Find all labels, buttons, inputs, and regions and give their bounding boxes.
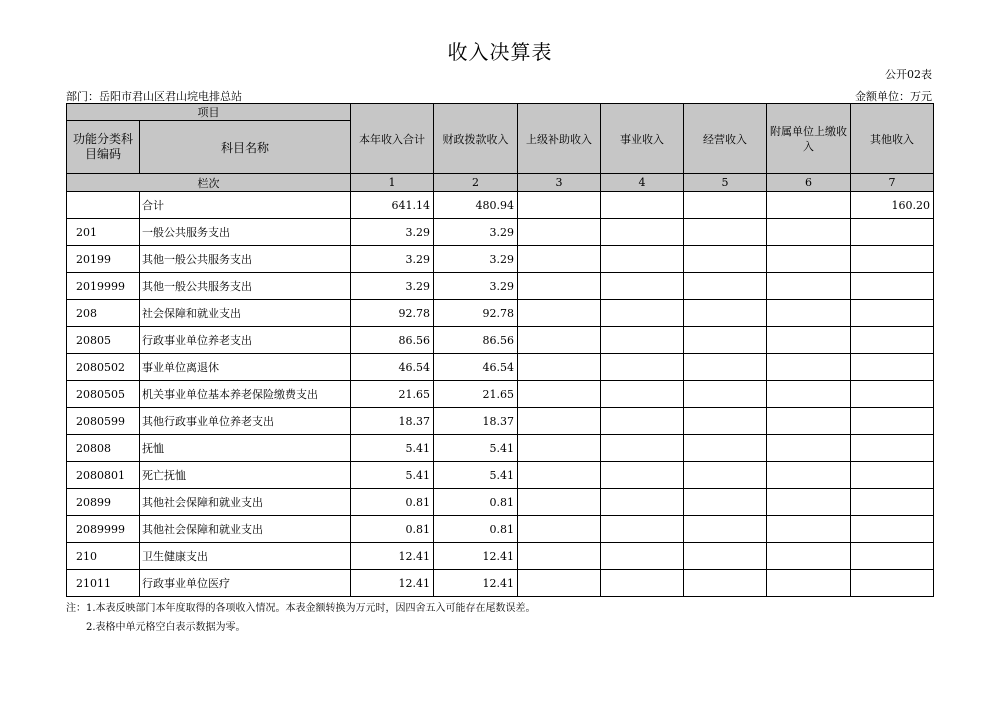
cell-subject-name: 一般公共服务支出 [140,219,351,246]
cell-subject-name: 其他一般公共服务支出 [140,246,351,273]
cell-subject-name: 其他社会保障和就业支出 [140,516,351,543]
cell-subject-name: 社会保障和就业支出 [140,300,351,327]
cell-code [67,192,140,219]
page-title: 收入决算表 [447,40,553,64]
cell-operating [684,381,767,408]
header-col-superior: 上级补助收入 [518,104,601,174]
header-col-operating: 经营收入 [684,104,767,174]
cell-subject-name: 死亡抚恤 [140,462,351,489]
cell-superior [518,516,601,543]
cell-business [601,462,684,489]
cell-fiscal: 92.78 [434,300,518,327]
cell-fiscal: 5.41 [434,435,518,462]
cell-fiscal: 3.29 [434,246,518,273]
cell-operating [684,219,767,246]
table-row [67,543,934,570]
cell-business [601,381,684,408]
cell-other: 160.20 [851,192,934,219]
cell-operating [684,435,767,462]
cell-total: 12.41 [351,570,434,597]
cell-fiscal: 12.41 [434,570,518,597]
cell-subject-name: 抚恤 [140,435,351,462]
header-seq-label: 栏次 [67,174,351,192]
cell-affiliated [767,570,851,597]
cell-business [601,489,684,516]
table-row [67,273,934,300]
header-col-business: 事业收入 [601,104,684,174]
cell-other [851,246,934,273]
cell-affiliated [767,489,851,516]
table-row [67,381,934,408]
cell-code: 20899 [67,489,140,516]
cell-business [601,570,684,597]
cell-operating [684,570,767,597]
notes [66,599,536,637]
cell-fiscal: 0.81 [434,489,518,516]
cell-superior [518,435,601,462]
cell-fiscal: 21.65 [434,381,518,408]
income-table [66,103,934,597]
cell-fiscal: 3.29 [434,273,518,300]
cell-business [601,273,684,300]
note-1: 注：1.本表反映部门本年度取得的各项收入情况。本表金额转换为万元时，因四舍五入可能存在尾数误差。 [66,603,536,614]
cell-other [851,219,934,246]
table-row [67,435,934,462]
cell-other [851,516,934,543]
cell-operating [684,462,767,489]
cell-fiscal: 18.37 [434,408,518,435]
table-row [67,462,934,489]
cell-code: 20808 [67,435,140,462]
cell-operating [684,543,767,570]
seq-3: 3 [518,174,601,192]
table-row [67,570,934,597]
cell-operating [684,489,767,516]
cell-fiscal: 5.41 [434,462,518,489]
cell-superior [518,327,601,354]
cell-business [601,516,684,543]
cell-superior [518,570,601,597]
cell-business [601,192,684,219]
cell-affiliated [767,300,851,327]
cell-other [851,462,934,489]
cell-other [851,354,934,381]
cell-subject-name: 卫生健康支出 [140,543,351,570]
cell-affiliated [767,246,851,273]
cell-subject-name: 行政事业单位医疗 [140,570,351,597]
cell-other [851,408,934,435]
cell-code: 21011 [67,570,140,597]
cell-fiscal: 0.81 [434,516,518,543]
cell-subject-name: 行政事业单位养老支出 [140,327,351,354]
cell-affiliated [767,516,851,543]
cell-total: 3.29 [351,246,434,273]
cell-superior [518,354,601,381]
cell-operating [684,327,767,354]
cell-business [601,246,684,273]
table-row [67,219,934,246]
cell-total: 12.41 [351,543,434,570]
cell-other [851,327,934,354]
table-row [67,354,934,381]
header-func-code: 功能分类科目编码 [67,121,140,174]
cell-superior [518,462,601,489]
cell-code: 2019999 [67,273,140,300]
table-body [67,192,934,597]
cell-affiliated [767,273,851,300]
note-2: 2.表格中单元格空白表示数据为零。 [86,622,246,633]
cell-operating [684,273,767,300]
cell-business [601,327,684,354]
cell-total: 641.14 [351,192,434,219]
cell-superior [518,489,601,516]
cell-operating [684,516,767,543]
cell-total: 5.41 [351,462,434,489]
cell-superior [518,300,601,327]
cell-affiliated [767,543,851,570]
header-col-affiliated: 附属单位上缴收入 [767,104,851,174]
cell-subject-name: 其他一般公共服务支出 [140,273,351,300]
form-number: 公开02表 [885,68,932,81]
cell-subject-name: 合计 [140,192,351,219]
table-row [67,516,934,543]
cell-operating [684,192,767,219]
cell-code: 2080801 [67,462,140,489]
seq-7: 7 [851,174,934,192]
header-col-total: 本年收入合计 [351,104,434,174]
seq-4: 4 [601,174,684,192]
cell-total: 92.78 [351,300,434,327]
table-row [67,246,934,273]
header-item: 项目 [67,104,351,121]
table-row [67,327,934,354]
cell-total: 21.65 [351,381,434,408]
cell-business [601,408,684,435]
cell-other [851,570,934,597]
seq-2: 2 [434,174,518,192]
table-row [67,489,934,516]
cell-fiscal: 12.41 [434,543,518,570]
cell-affiliated [767,354,851,381]
cell-code: 2080505 [67,381,140,408]
cell-other [851,489,934,516]
cell-superior [518,543,601,570]
cell-total: 0.81 [351,489,434,516]
cell-code: 2080502 [67,354,140,381]
cell-operating [684,408,767,435]
cell-subject-name: 其他行政事业单位养老支出 [140,408,351,435]
table-row [67,192,934,219]
cell-fiscal: 480.94 [434,192,518,219]
cell-affiliated [767,192,851,219]
cell-superior [518,246,601,273]
cell-business [601,219,684,246]
cell-superior [518,273,601,300]
cell-affiliated [767,381,851,408]
cell-other [851,435,934,462]
amount-unit-label: 金额单位：万元 [855,90,932,103]
header-col-other: 其他收入 [851,104,934,174]
cell-affiliated [767,408,851,435]
cell-code: 20805 [67,327,140,354]
cell-total: 5.41 [351,435,434,462]
cell-total: 0.81 [351,516,434,543]
cell-operating [684,354,767,381]
cell-code: 210 [67,543,140,570]
cell-affiliated [767,435,851,462]
cell-other [851,300,934,327]
seq-6: 6 [767,174,851,192]
cell-total: 86.56 [351,327,434,354]
cell-code: 201 [67,219,140,246]
cell-code: 208 [67,300,140,327]
seq-1: 1 [351,174,434,192]
header-subject-name: 科目名称 [140,121,351,174]
cell-subject-name: 事业单位离退休 [140,354,351,381]
cell-total: 46.54 [351,354,434,381]
cell-total: 18.37 [351,408,434,435]
cell-fiscal: 3.29 [434,219,518,246]
header-col-fiscal: 财政拨款收入 [434,104,518,174]
cell-total: 3.29 [351,219,434,246]
cell-fiscal: 86.56 [434,327,518,354]
cell-business [601,354,684,381]
cell-subject-name: 其他社会保障和就业支出 [140,489,351,516]
cell-affiliated [767,462,851,489]
cell-code: 2089999 [67,516,140,543]
cell-fiscal: 46.54 [434,354,518,381]
table-row [67,300,934,327]
cell-operating [684,300,767,327]
cell-business [601,543,684,570]
cell-code: 20199 [67,246,140,273]
seq-5: 5 [684,174,767,192]
cell-affiliated [767,219,851,246]
cell-subject-name: 机关事业单位基本养老保险缴费支出 [140,381,351,408]
cell-other [851,543,934,570]
cell-superior [518,381,601,408]
cell-operating [684,246,767,273]
cell-affiliated [767,327,851,354]
cell-other [851,381,934,408]
cell-superior [518,219,601,246]
table-row [67,408,934,435]
cell-code: 2080599 [67,408,140,435]
cell-business [601,435,684,462]
cell-business [601,300,684,327]
cell-superior [518,408,601,435]
cell-total: 3.29 [351,273,434,300]
department-label: 部门：岳阳市君山区君山垸电排总站 [66,90,242,103]
cell-superior [518,192,601,219]
cell-other [851,273,934,300]
